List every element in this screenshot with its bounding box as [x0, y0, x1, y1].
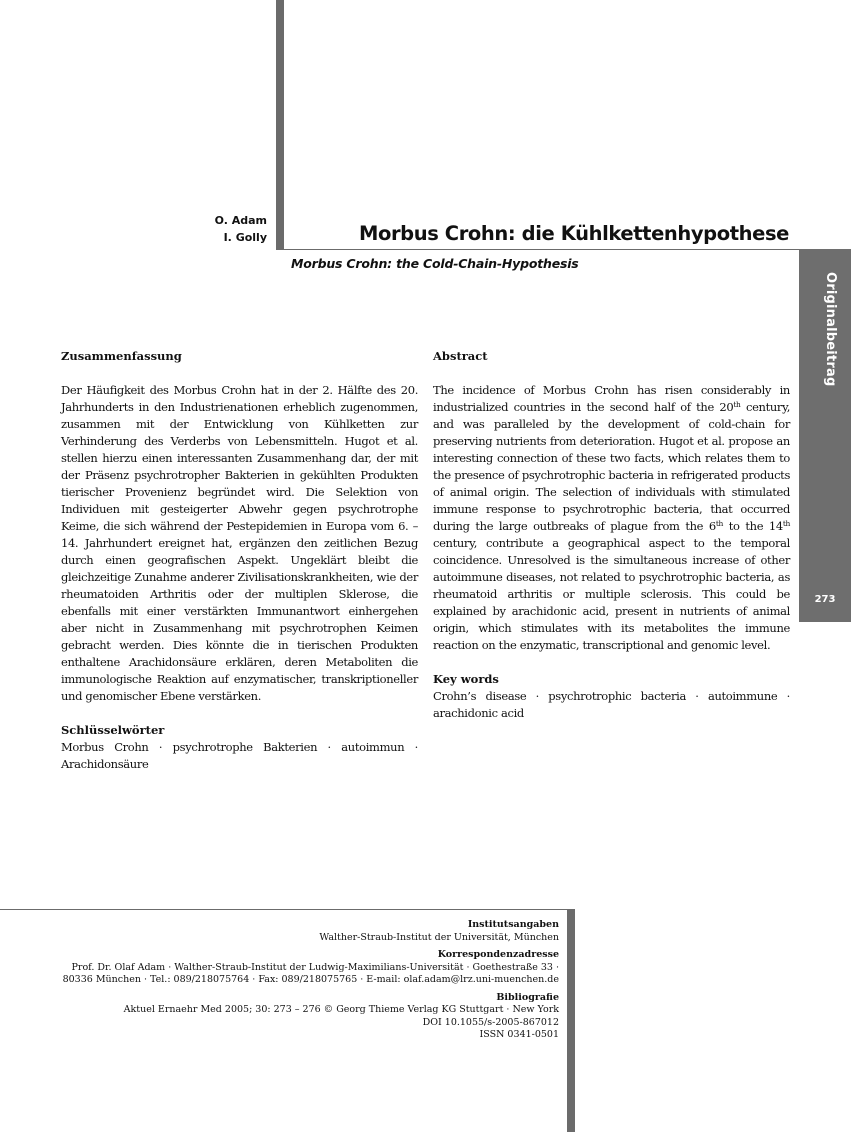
bibliography-heading: Bibliografie: [496, 991, 559, 1003]
german-abstract-heading: Zusammenfassung: [61, 349, 182, 363]
header-rule: [276, 249, 851, 250]
german-abstract-column: [61, 348, 418, 773]
english-abstract-column: [433, 348, 790, 722]
issn: ISSN 0341-0501: [479, 1029, 559, 1040]
header-vertical-bar: [276, 0, 284, 249]
article-type-label: Originalbeitrag: [823, 272, 838, 387]
institute-heading: Institutsangaben: [467, 919, 559, 930]
german-keywords: Morbus Crohn · psychrotrophe Bakterien · autoimmun · Arachidonsäure: [61, 740, 418, 771]
german-abstract-body: Der Häufigkeit des Morbus Crohn hat in der 2. Hälfte des 20. Jahrhunderts in den Industrienationen erheblich zugenommen, zusammen mit der Entwicklung von Kühlketten zur Verhinderung des Verderbs von Lebensmitteln. Hugot et al. stellen hierzu einen interessanten Zusammenhang dar, der mit der Präsenz psychrotropher Bakterien in gekühlten Produkten tierischer Provenienz begründet wird. Die Selektion von Individuen mit gesteigerter Abwehr gegen psychrotrophe Keime, die sich während der Pestepidemien in Europa vom 6. – 14. Jahrhundert ereignet hat, ergänzen den zeitlichen Bezug durch einen geografischen Aspekt. Ungeklärt bleibt die gleichzeitige Zunahme anderer Zivilisationskrankheiten, wie der rheumatoiden Arthritis oder der multiplen Sklerose, die ebenfalls mit einer verstärkten Immunantwort einhergehen aber nicht in Zusammenhang mit psychrotrophen Keimen gebracht werden. Dies könnte die in tierischen Produkten enthaltene Arachidonsäure erklären, deren Metaboliten die immunologische Reaktion auf enzymatischer, transkriptioneller und genomischer Ebene verstärken.: [61, 383, 418, 703]
author-list: [215, 212, 267, 246]
author-name: I. Golly: [223, 231, 267, 244]
correspondence-heading: Korrespondenzadresse: [437, 949, 559, 960]
article-subtitle: Morbus Crohn: the Cold-Chain-Hypothesis: [291, 256, 579, 271]
english-abstract-heading: Abstract: [433, 349, 488, 363]
footer-vertical-bar: [567, 909, 575, 1132]
correspondence-line: 80336 München · Tel.: 089/218075764 · Fax: 089/218075765 · E-mail: olaf.adam@lrz.uni-muenchen.de: [62, 974, 559, 985]
bibliography-citation: Aktuel Ernaehr Med 2005; 30: 273 – 276 © Georg Thieme Verlag KG Stuttgart · New York: [123, 1004, 559, 1015]
footer-rule: [0, 909, 567, 910]
english-keywords-heading: Key words: [433, 672, 499, 686]
author-name: O. Adam: [214, 214, 267, 227]
article-info-block: [0, 919, 559, 1047]
english-abstract-body: The incidence of Morbus Crohn has risen considerably in industrialized countries in the second half of the 20th century, and was paralleled by the development of cold-chain for preserving nutrients from deterioration. Hugot et al. propose an interesting connection of these two facts, which relates them to the presence of psychrotrophic bacteria in refrigerated products of animal origin. The selection of individuals with stimulated immune response to psychrotrophic bacteria, that occurred during the large outbreaks of plague from the 6th to the 14th century, contribute a geographical aspect to the temporal coincidence. Unresolved is the simultaneous increase of other autoimmune diseases, not related to psychrotrophic bacteria, as rheumatoid arthritis or multiple sclerosis. This could be explained by arachidonic acid, present in nutrients of animal origin, which stimulates with its metabolites the immune reaction on the enzymatic, transcriptional and genomic level.: [433, 383, 790, 652]
doi: DOI 10.1055/s-2005-867012: [422, 1016, 559, 1028]
institute-text: Walther-Straub-Institut der Universität, München: [319, 931, 559, 943]
english-keywords: Crohn’s disease · psychrotrophic bacteria · autoimmune · arachidonic acid: [433, 689, 790, 720]
correspondence-line: Prof. Dr. Olaf Adam · Walther-Straub-Institut der Ludwig-Maximilians-Universität · Goethestraße 33 ·: [71, 961, 559, 973]
page-number: 273: [814, 594, 836, 605]
article-title: Morbus Crohn: die Kühlkettenhypothese: [358, 222, 789, 245]
german-keywords-heading: Schlüsselwörter: [61, 723, 165, 737]
